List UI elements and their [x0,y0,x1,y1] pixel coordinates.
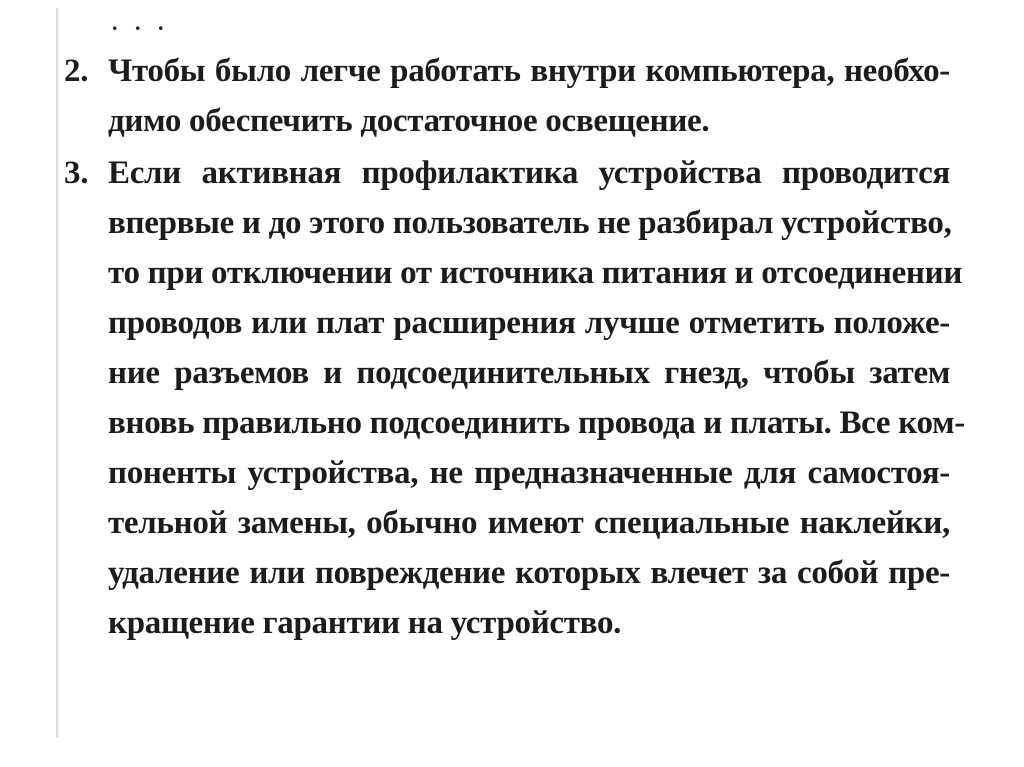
text-line: ние разъемов и подсоединительных гнезд, чтобы затем [108,355,950,391]
text-line: поненты устройства, не предназначенные для самостоя- [108,455,950,491]
text-line: впервые и до этого пользователь не разбирал устройство, [108,205,952,241]
list-item-number: 2. [64,53,89,89]
list-item-text [108,46,964,146]
list-item [64,46,964,146]
list-item-number: 3. [64,155,89,191]
text-line: димо обеспечить достаточное освещение. [108,103,710,139]
text-line: Чтобы было легче работать внутри компьютера, необхо- [108,53,950,89]
text-line: вновь правильно подсоединить провода и платы. Все ком- [108,405,965,441]
text-line: тельной замены, обычно имеют специальные наклейки, [108,505,950,541]
list-item-text [108,148,964,648]
list-item [64,148,964,648]
document-text [64,46,964,650]
text-line: проводов или плат расширения лучше отметить положе- [108,305,950,341]
text-line: Если активная профилактика устройства проводится [108,155,950,191]
text-line: удаление или повреждение которых влечет за собой пре- [108,555,950,591]
text-line: то при отключении от источника питания и отсоединении [108,255,963,291]
text-line: кращение гарантии на устройство. [108,605,622,641]
cropped-text-fragment: . . . [112,10,170,35]
